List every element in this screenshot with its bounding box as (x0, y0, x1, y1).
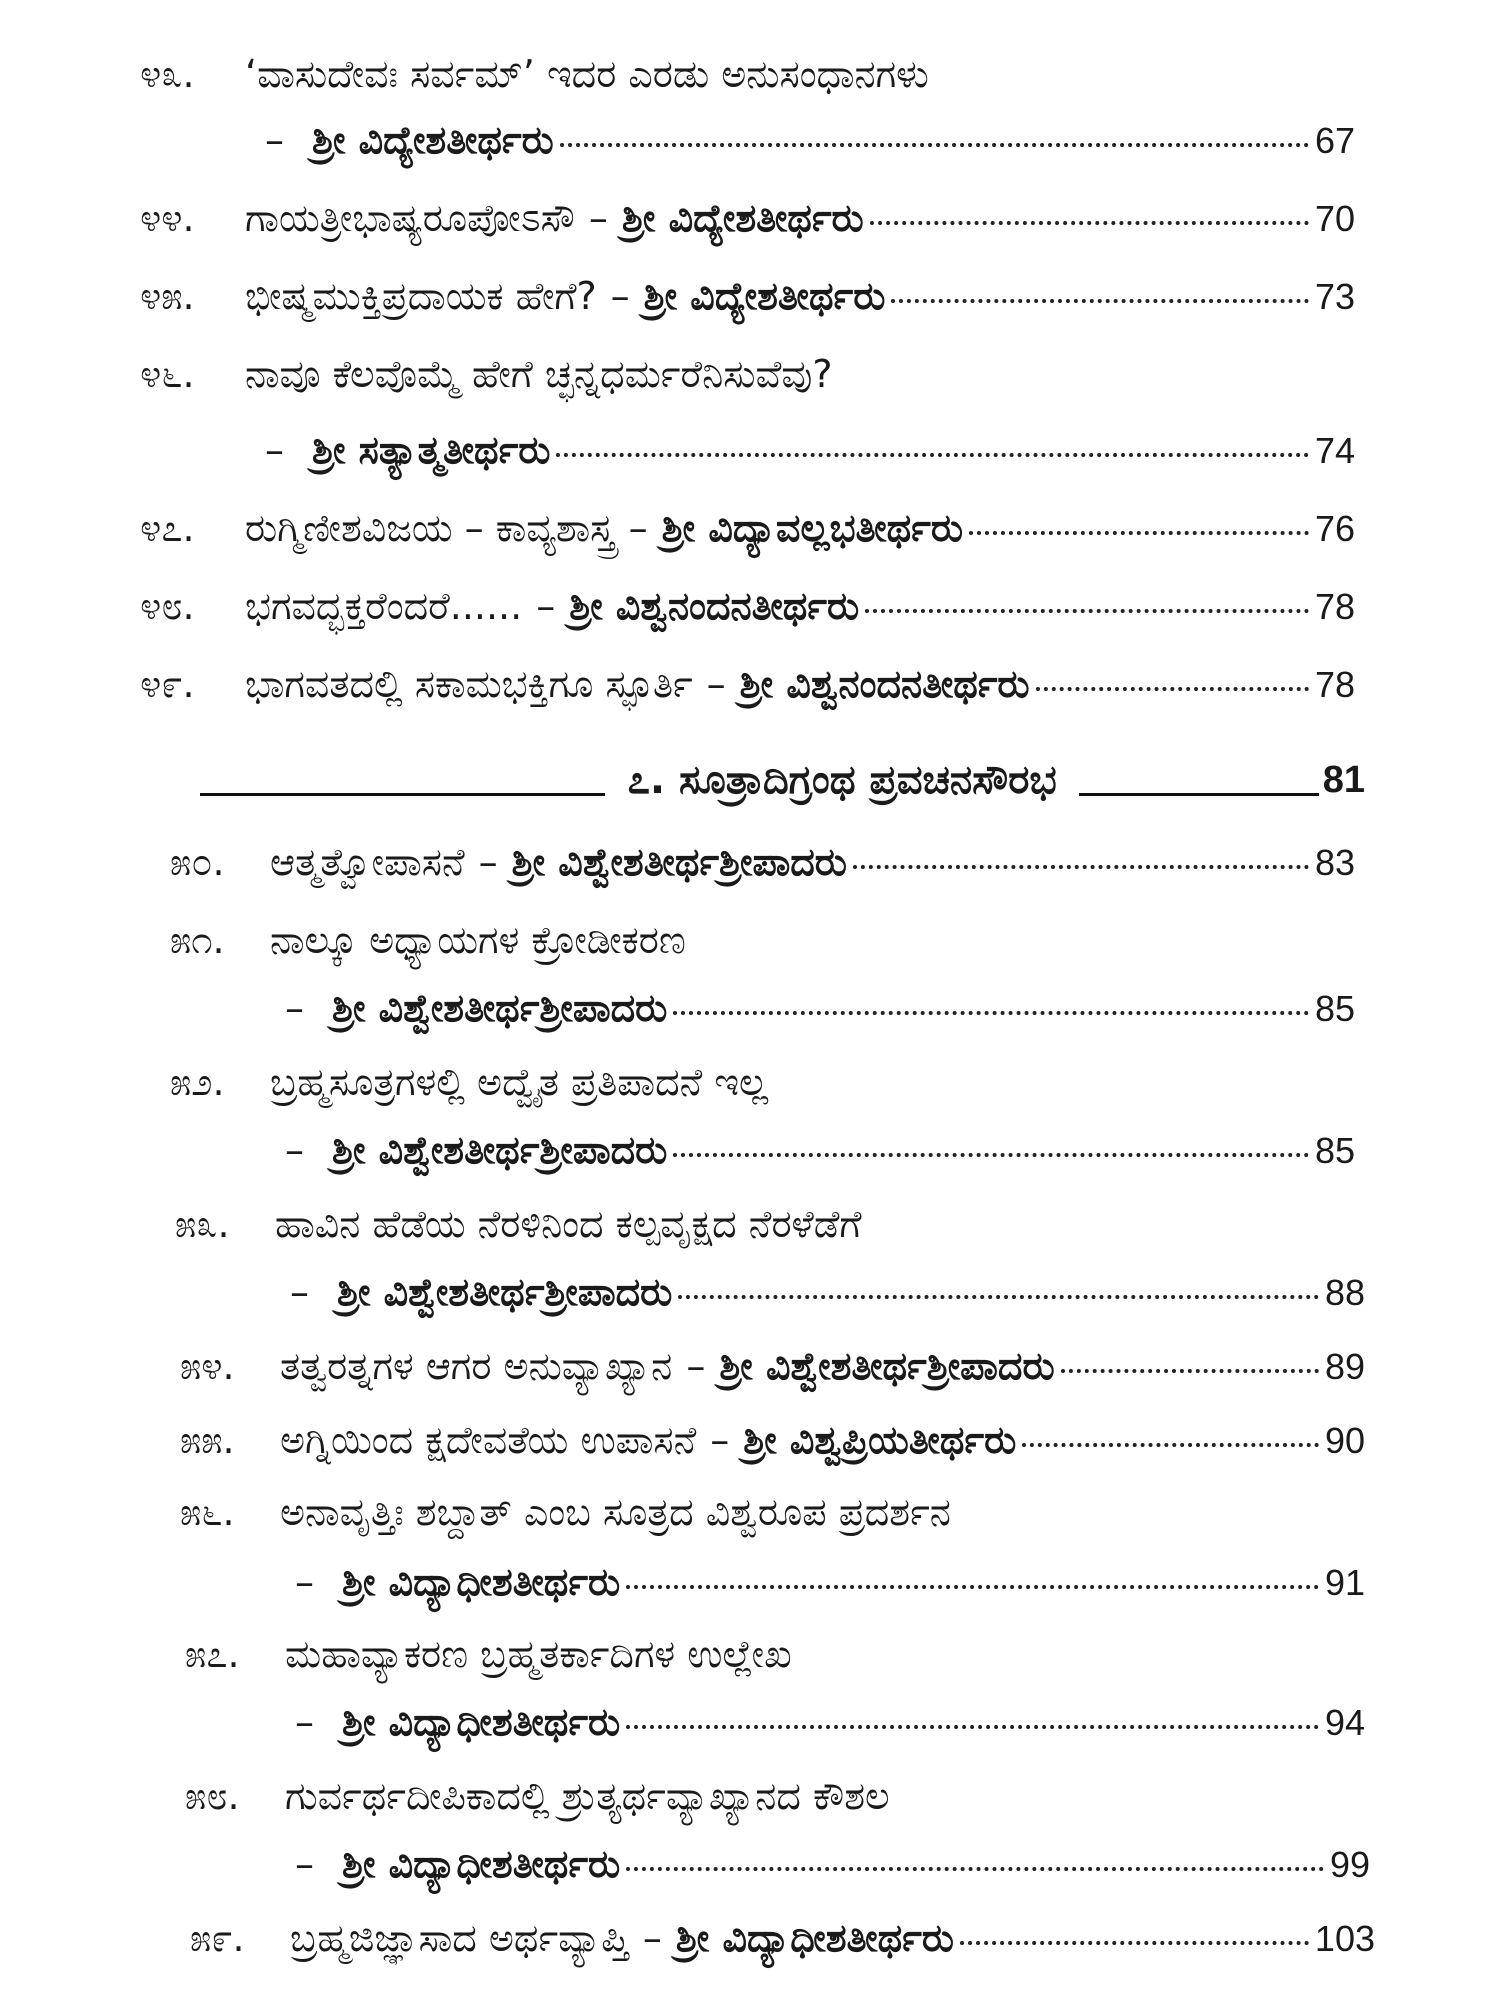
leader-dots (1022, 1443, 1319, 1447)
section-title: ೭. ಸೂತ್ರಾದಿಗ್ರಂಥ ಪ್ರವಚನಸೌರಭ (627, 757, 1057, 803)
entry-title: ಭೀಷ್ಮಮುಕ್ತಿಪ್ರದಾಯಕ ಹೇಗೆ? (245, 274, 597, 318)
entry-title: ಭಗವದ್ಭಕ್ತರೆಂದರೆ...... (245, 584, 523, 628)
entry-line: ತತ್ವರತ್ನಗಳ ಆಗರ ಅನುವ್ಯಾಖ್ಯಾನ – ಶ್ರೀ ವಿಶ್ವೇಶತೀರ್ಥಶ್ರೀಪಾದರು 89 (280, 1344, 1365, 1388)
entry-page: 78 (1314, 586, 1355, 627)
leader-dots (626, 1585, 1319, 1589)
entry-line: ಭಗವದ್ಭಕ್ತರೆಂದರೆ...... – ಶ್ರೀ ವಿಶ್ವನಂದನತೀರ್ಥರು 78 (245, 584, 1355, 628)
entry-line: ಭೀಷ್ಮಮುಕ್ತಿಪ್ರದಾಯಕ ಹೇಗೆ? – ಶ್ರೀ ವಿದ್ಯೇಶತೀರ್ಥರು 73 (245, 274, 1355, 318)
entry-title: ಗಾಯತ್ರೀಭಾಷ್ಯರೂಪೋಽಸೌ (245, 196, 575, 240)
entry-author: ಶ್ರೀ ವಿಶ್ವೇಶತೀರ್ಥಶ್ರೀಪಾದರು (719, 1344, 1055, 1388)
entry-page: 67 (1314, 120, 1355, 161)
leader-dots (626, 1725, 1319, 1729)
entry-author-line: – ಶ್ರೀ ವಿದ್ಯಾಧೀಶತೀರ್ಥರು 99 (295, 1842, 1370, 1886)
leader-dots (960, 1941, 1309, 1945)
entry-title: ಮಹಾವ್ಯಾಕರಣ ಬ್ರಹ್ಮತರ್ಕಾದಿಗಳ ಉಲ್ಲೇಖ (285, 1632, 792, 1676)
entry-title: ಆತ್ಮತ್ವೋಪಾಸನೆ (270, 840, 465, 884)
entry-author: ಶ್ರೀ ವಿಶ್ವೇಶತೀರ್ಥಶ್ರೀಪಾದರು (337, 1270, 673, 1314)
entry-number: ೫೨. (170, 1060, 225, 1104)
entry-number: ೫೦. (170, 840, 225, 884)
entry-number: ೫೩. (175, 1202, 230, 1246)
entry-title: ಅಗ್ನಿಯಿಂದ ಕ್ಷದೇವತೆಯ ಉಪಾಸನೆ (280, 1418, 697, 1462)
leader-dots (865, 609, 1309, 613)
entry-title: ಅನಾವೃತ್ತಿಃ ಶಬ್ದಾತ್ ಎಂಬ ಸೂತ್ರದ ವಿಶ್ವರೂಪ ಪ್ರದರ್ಶನ (280, 1490, 951, 1534)
entry-author-line: – ಶ್ರೀ ವಿದ್ಯಾಧೀಶತೀರ್ಥರು 94 (295, 1700, 1365, 1744)
leader-dots (560, 143, 1309, 147)
entry-line: ಆತ್ಮತ್ವೋಪಾಸನೆ – ಶ್ರೀ ವಿಶ್ವೇಶತೀರ್ಥಶ್ರೀಪಾದರು 83 (270, 840, 1355, 884)
entry-title: ರುಗ್ಮಿಣೀಶವಿಜಯ – ಕಾವ್ಯಶಾಸ್ತ್ರ (245, 506, 615, 550)
entry-number: ೫೭. (185, 1632, 240, 1676)
entry-page: 90 (1324, 1420, 1365, 1461)
entry-author: ಶ್ರೀ ವಿದ್ಯಾಧೀಶತೀರ್ಥರು (342, 1842, 621, 1886)
entry-author: ಶ್ರೀ ವಿದ್ಯಾಧೀಶತೀರ್ಥರು (342, 1700, 621, 1744)
section-rule-right (1079, 793, 1319, 796)
entry-author: ಶ್ರೀ ವಿದ್ಯೇಶತೀರ್ಥರು (312, 118, 554, 162)
entry-number: ೫೯. (190, 1916, 245, 1960)
leader-dots (853, 865, 1309, 869)
leader-dots (678, 1295, 1319, 1299)
entry-author: ಶ್ರೀ ವಿದ್ಯಾಧೀಶತೀರ್ಥರು (675, 1916, 955, 1960)
entry-author-line: – ಶ್ರೀ ವಿದ್ಯಾಧೀಶತೀರ್ಥರು 91 (295, 1560, 1365, 1604)
entry-author: ಶ್ರೀ ವಿದ್ಯೇಶತೀರ್ಥರು (621, 196, 864, 240)
entry-page: 83 (1314, 842, 1355, 883)
entry-number: ೪೯. (140, 662, 195, 706)
entry-author-line: – ಶ್ರೀ ವಿದ್ಯೇಶತೀರ್ಥರು 67 (265, 118, 1355, 162)
entry-author: ಶ್ರೀ ವಿಶ್ವಪ್ರಿಯತೀರ್ಥರು (743, 1418, 1017, 1462)
entry-page: 88 (1324, 1272, 1365, 1313)
entry-line: ಅಗ್ನಿಯಿಂದ ಕ್ಷದೇವತೆಯ ಉಪಾಸನೆ – ಶ್ರೀ ವಿಶ್ವಪ್ರಿಯತೀರ್ಥರು 90 (280, 1418, 1365, 1462)
entry-page: 103 (1314, 1918, 1375, 1959)
leader-dots (969, 531, 1309, 535)
entry-number: ೫೮. (185, 1774, 240, 1818)
entry-page: 99 (1329, 1844, 1370, 1885)
leader-dots (673, 1011, 1309, 1015)
entry-author-line: – ಶ್ರೀ ಸತ್ಯಾತ್ಮತೀರ್ಥರು 74 (265, 428, 1355, 472)
entry-number: ೫೧. (170, 918, 225, 962)
entry-number: ೪೪. (140, 196, 195, 240)
leader-dots (870, 221, 1309, 225)
entry-page: 91 (1324, 1562, 1365, 1603)
entry-page: 74 (1314, 430, 1355, 471)
entry-author: ಶ್ರೀ ಸತ್ಯಾತ್ಮತೀರ್ಥರು (312, 428, 551, 472)
entry-title: ಬ್ರಹ್ಮಸೂತ್ರಗಳಲ್ಲಿ ಅದ್ವೈತ ಪ್ರತಿಪಾದನೆ ಇಲ್ಲ (270, 1060, 769, 1104)
entry-title: ಗುರ್ವರ್ಥದೀಪಿಕಾದಲ್ಲಿ ಶ್ರುತ್ಯರ್ಥವ್ಯಾಖ್ಯಾನದ ಕೌಶಲ (285, 1774, 890, 1818)
entry-number: ೫೫. (180, 1418, 235, 1462)
entry-title: ಬ್ರಹ್ಮಜಿಜ್ಞಾಸಾದ ಅರ್ಥವ್ಯಾಪ್ತಿ (290, 1916, 629, 1960)
entry-author: ಶ್ರೀ ವಿಶ್ವೇಶತೀರ್ಥಶ್ರೀಪಾದರು (511, 840, 847, 884)
entry-number: ೫೬. (180, 1490, 235, 1534)
entry-page: 89 (1324, 1346, 1365, 1387)
entry-page: 76 (1314, 508, 1355, 549)
entry-line: ಬ್ರಹ್ಮಜಿಜ್ಞಾಸಾದ ಅರ್ಥವ್ಯಾಪ್ತಿ – ಶ್ರೀ ವಿದ್ಯಾಧೀಶತೀರ್ಥರು 103 (290, 1916, 1375, 1960)
entry-author-line: – ಶ್ರೀ ವಿಶ್ವೇಶತೀರ್ಥಶ್ರೀಪಾದರು 85 (285, 986, 1355, 1030)
entry-number: ೪೫. (140, 274, 195, 318)
section-page: 81 (1322, 758, 1365, 801)
entry-author: ಶ್ರೀ ವಿಶ್ವನಂದನತೀರ್ಥರು (739, 662, 1030, 706)
leader-dots (1036, 687, 1309, 691)
entry-line: ಗಾಯತ್ರೀಭಾಷ್ಯರೂಪೋಽಸೌ – ಶ್ರೀ ವಿದ್ಯೇಶತೀರ್ಥರು 70 (245, 196, 1355, 240)
leader-dots (891, 299, 1309, 303)
entry-author: ಶ್ರೀ ವಿಶ್ವೇಶತೀರ್ಥಶ್ರೀಪಾದರು (332, 986, 668, 1030)
entry-page: 78 (1314, 664, 1355, 705)
entry-author: ಶ್ರೀ ವಿದ್ಯಾವಲ್ಲಭತೀರ್ಥರು (661, 506, 964, 550)
entry-number: ೪೭. (140, 506, 195, 550)
entry-author: ಶ್ರೀ ವಿಶ್ವೇಶತೀರ್ಥಶ್ರೀಪಾದರು (332, 1128, 668, 1172)
entry-number: ೪೬. (140, 352, 195, 396)
entry-author: ಶ್ರೀ ವಿಶ್ವನಂದನತೀರ್ಥರು (569, 584, 860, 628)
entry-line: ರುಗ್ಮಿಣೀಶವಿಜಯ – ಕಾವ್ಯಶಾಸ್ತ್ರ – ಶ್ರೀ ವಿದ್ಯಾವಲ್ಲಭತೀರ್ಥರು 76 (245, 506, 1355, 550)
entry-line: ಭಾಗವತದಲ್ಲಿ ಸಕಾಮಭಕ್ತಿಗೂ ಸ್ಫೂರ್ತಿ – ಶ್ರೀ ವಿಶ್ವನಂದನತೀರ್ಥರು 78 (245, 662, 1355, 706)
section-rule-left (200, 793, 605, 796)
leader-dots (1061, 1369, 1319, 1373)
entry-page: 85 (1314, 1130, 1355, 1171)
entry-author: ಶ್ರೀ ವಿದ್ಯಾಧೀಶತೀರ್ಥರು (342, 1560, 621, 1604)
entry-title: ನಾಲ್ಕೂ ಅಧ್ಯಾಯಗಳ ಕ್ರೋಡೀಕರಣ (270, 918, 686, 962)
entry-title: ಹಾವಿನ ಹೆಡೆಯ ನೆರಳಿನಿಂದ ಕಲ್ಪವೃಕ್ಷದ ನೆರಳೆಡೆಗೆ (275, 1202, 862, 1246)
entry-author-line: – ಶ್ರೀ ವಿಶ್ವೇಶತೀರ್ಥಶ್ರೀಪಾದರು 88 (290, 1270, 1365, 1314)
leader-dots (626, 1867, 1324, 1871)
leader-dots (556, 453, 1308, 457)
entry-author-line: – ಶ್ರೀ ವಿಶ್ವೇಶತೀರ್ಥಶ್ರೀಪಾದರು 85 (285, 1128, 1355, 1172)
entry-title: ನಾವೂ ಕೆಲವೊಮ್ಮೆ ಹೇಗೆ ಚ್ಛನ್ನಧರ್ಮರೆನಿಸುವೆವು? (245, 352, 833, 396)
entry-number: ೫೪. (180, 1344, 235, 1388)
leader-dots (673, 1153, 1309, 1157)
entry-page: 73 (1314, 276, 1355, 317)
entry-page: 94 (1324, 1702, 1365, 1743)
section-heading (200, 750, 1365, 810)
entry-title: ತತ್ವರತ್ನಗಳ ಆಗರ ಅನುವ್ಯಾಖ್ಯಾನ (280, 1344, 673, 1388)
entry-title: ‘ವಾಸುದೇವಃ ಸರ್ವಮ್’ ಇದರ ಎರಡು ಅನುಸಂಧಾನಗಳು (245, 52, 929, 96)
entry-title: ಭಾಗವತದಲ್ಲಿ ಸಕಾಮಭಕ್ತಿಗೂ ಸ್ಫೂರ್ತಿ (245, 662, 693, 706)
entry-author: ಶ್ರೀ ವಿದ್ಯೇಶತೀರ್ಥರು (643, 274, 886, 318)
entry-page: 85 (1314, 988, 1355, 1029)
entry-number: ೪೮. (140, 584, 195, 628)
entry-page: 70 (1314, 198, 1355, 239)
entry-number: ೪೩. (140, 52, 195, 96)
